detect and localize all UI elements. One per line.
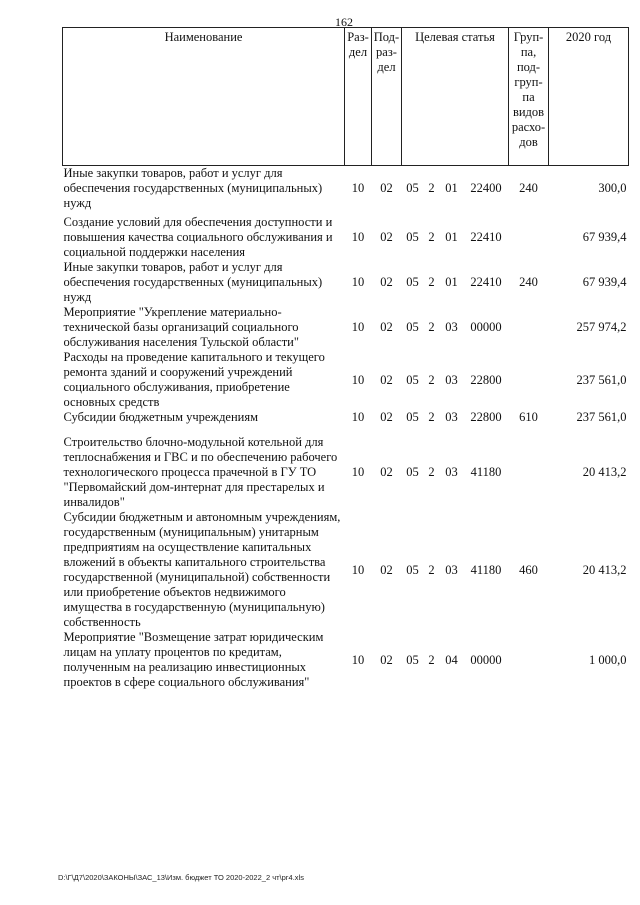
row-cs3: 03 (445, 465, 458, 479)
row-cs2: 2 (428, 410, 435, 424)
row-cs2: 2 (428, 181, 435, 195)
row-podrazdel: 02 (380, 275, 393, 289)
row-podrazdel: 02 (380, 652, 393, 667)
row-amount: 20 413,2 (582, 562, 627, 577)
row-cs2: 2 (428, 275, 435, 289)
row-cs3: 03 (445, 320, 458, 334)
row-cs1: 05 (406, 320, 419, 334)
table-row (63, 305, 629, 350)
row-cs3: 03 (445, 410, 458, 424)
row-name: Субсидии бюджетным и автономным учреждениям, государственным (муниципальным) унитарным предприятиям на осуществление капитальных вложений в объекты капитального строительства государственной (муниципальной) собственности или приобретение объектов недвижимого имущества в государственную (муниципальную) собственность (63, 510, 341, 629)
row-razdel: 10 (351, 181, 365, 195)
row-razdel: 10 (351, 465, 365, 479)
row-amount: 237 561,0 (576, 372, 627, 387)
row-cs2: 2 (428, 372, 435, 387)
row-cs3: 01 (445, 181, 458, 195)
row-group: 240 (519, 275, 538, 289)
table-row (63, 630, 629, 690)
row-cs3: 01 (445, 275, 458, 289)
row-cs4: 00000 (470, 320, 502, 334)
row-name: Расходы на проведение капитального и текущего ремонта зданий и сооружений учреждений социального обслуживания, приобретение основных средств (63, 350, 325, 409)
table-row (63, 260, 629, 305)
row-amount: 67 939,4 (582, 230, 627, 244)
row-name: Мероприятие "Укрепление материально-технической базы организаций социального обслуживания населения Тульской области" (63, 305, 299, 349)
row-cs2: 2 (428, 562, 435, 577)
row-podrazdel: 02 (380, 181, 393, 195)
row-razdel: 10 (351, 652, 365, 667)
row-cs1: 05 (406, 275, 419, 289)
row-amount: 300,0 (598, 181, 627, 195)
table-row (63, 215, 629, 260)
row-cs2: 2 (428, 652, 435, 667)
row-cs1: 05 (406, 372, 419, 387)
row-name: Строительство блочно-модульной котельной для теплоснабжения и ГВС и по обеспечению рабочего технологического процесса прачечной в ГУ ТО "Первомайский дом-интернат для престарелых и инвалидов" (63, 435, 338, 509)
row-name: Субсидии бюджетным учреждениям (63, 410, 259, 424)
row-cs4: 41180 (470, 465, 502, 479)
table-row (63, 166, 629, 212)
row-group: 240 (519, 181, 538, 195)
header-subsection: Под- раз- дел (372, 28, 402, 166)
row-name: Иные закупки товаров, работ и услуг для обеспечения государственных (муниципальных) нужд (63, 260, 323, 304)
row-cs4: 22800 (470, 372, 502, 387)
table-row (63, 350, 629, 410)
row-podrazdel: 02 (380, 562, 393, 577)
row-podrazdel: 02 (380, 410, 393, 424)
header-name: Наименование (63, 28, 345, 166)
row-razdel: 10 (351, 230, 365, 244)
file-path-footer: D:\Г\Д7\2020\ЗАКОНЫ\ЗАС_13\Изм. бюджет ТО 2020-2022_2 чт\рг4.xls (58, 873, 304, 882)
row-cs1: 05 (406, 562, 419, 577)
row-razdel: 10 (351, 275, 365, 289)
row-cs1: 05 (406, 410, 419, 424)
row-amount: 20 413,2 (582, 465, 627, 479)
row-podrazdel: 02 (380, 230, 393, 244)
row-cs2: 2 (428, 320, 435, 334)
budget-table (62, 27, 629, 690)
row-razdel: 10 (351, 562, 365, 577)
row-cs4: 22410 (470, 230, 502, 244)
table-body (63, 166, 629, 691)
page-number: 162 (335, 15, 353, 29)
table-row (63, 510, 629, 630)
row-group (509, 435, 549, 510)
table-row (63, 435, 629, 510)
row-cs1: 05 (406, 181, 419, 195)
row-spacer (63, 425, 629, 435)
header-section: Раз- дел (345, 28, 372, 166)
row-cs4: 41180 (470, 562, 502, 577)
row-podrazdel: 02 (380, 465, 393, 479)
row-razdel: 10 (351, 372, 365, 387)
row-name: Иные закупки товаров, работ и услуг для обеспечения государственных (муниципальных) нужд (63, 166, 323, 210)
row-cs4: 22410 (470, 275, 502, 289)
header-year: 2020 год (549, 28, 629, 166)
row-amount: 1 000,0 (589, 652, 627, 667)
row-cs4: 22800 (470, 410, 502, 424)
row-podrazdel: 02 (380, 320, 393, 334)
row-razdel: 10 (351, 320, 365, 334)
row-amount: 67 939,4 (582, 275, 627, 289)
row-cs3: 01 (445, 230, 458, 244)
row-cs2: 2 (428, 465, 435, 479)
row-cs2: 2 (428, 230, 435, 244)
row-podrazdel: 02 (380, 372, 393, 387)
header-target-article: Целевая статья (402, 28, 509, 166)
row-amount: 257 974,2 (576, 320, 627, 334)
row-cs3: 03 (445, 562, 458, 577)
row-cs4: 00000 (470, 652, 502, 667)
header-group: Груп- па, под- груп- па видов расхо- дов (509, 28, 549, 166)
row-group: 460 (519, 562, 538, 577)
table-header-row (63, 28, 629, 166)
row-cs1: 05 (406, 230, 419, 244)
row-group (509, 350, 549, 410)
row-group (509, 630, 549, 690)
row-cs1: 05 (406, 465, 419, 479)
row-group (509, 215, 549, 260)
row-amount: 237 561,0 (576, 410, 627, 424)
row-name: Создание условий для обеспечения доступности и повышения качества социального обслуживания и социальной поддержки населения (63, 215, 333, 259)
row-name: Мероприятие "Возмещение затрат юридическим лицам на уплату процентов по кредитам, полученным на реализацию инвестиционных проектов в сфере социального обслуживания" (63, 630, 324, 689)
row-group (509, 305, 549, 350)
row-cs1: 05 (406, 652, 419, 667)
row-group: 610 (519, 410, 538, 424)
row-razdel: 10 (351, 410, 365, 424)
table-row (63, 410, 629, 425)
row-cs3: 04 (445, 652, 458, 667)
row-cs3: 03 (445, 372, 458, 387)
row-cs4: 22400 (470, 181, 502, 195)
